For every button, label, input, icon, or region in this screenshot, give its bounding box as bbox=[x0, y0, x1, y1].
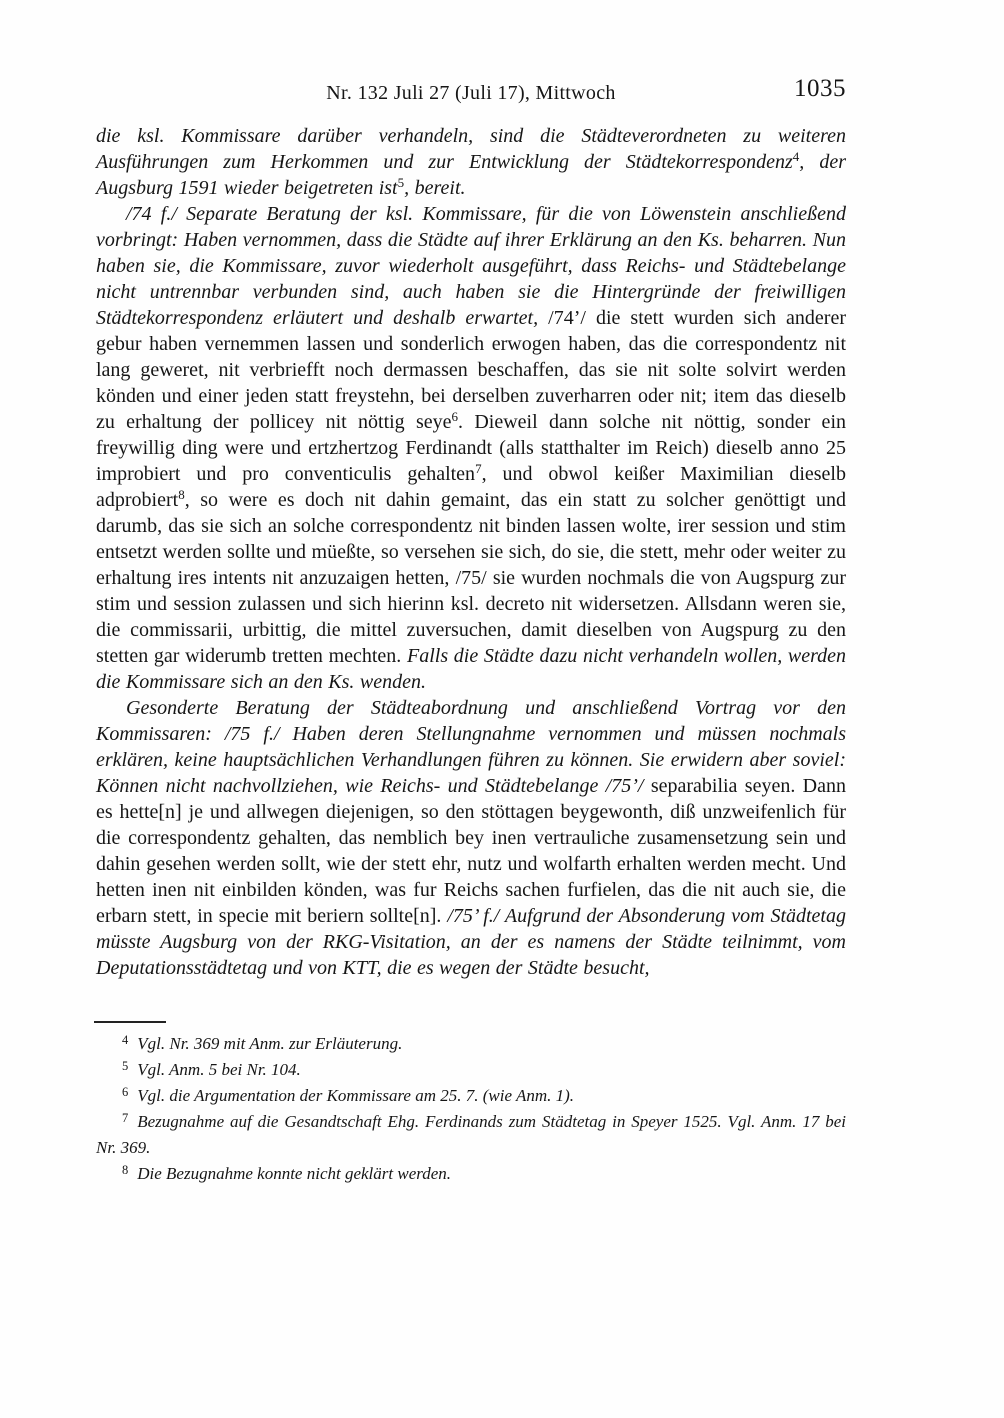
text-run-italic: , der Augsburg 1591 wieder beigetreten ist bbox=[96, 151, 846, 199]
text-run-italic: Gesonderte Beratung der Städteabordnung und anschließend Vortrag vor den Kommissaren: /75 f./ Haben deren Stellungnahme vernommen und müssen nochmals erklären, keine hauptsächlichen Verhandlungen führen zu können. Sie erwidern aber soviel: Können nicht nachvollziehen, wie Reichs- und Städtebelange /75’/ bbox=[96, 697, 846, 797]
text-run-roman: , so were es doch nit dahin gemaint, das ein statt zu solcher genöttigt und darumb, das sie sich an solche correspondentz nit binden lassen wolte, irer session und stim entsetzt werden sollte und müeßte, so versehen sie sich, do sie, die stett, mehr oder weiter zu erhaltung ires intents nit anzuzaigen hetten, /75/ sie wurden nochmals die von Augspurg zur stim und session zulassen und sich hierinn ksl. decreto nit widersetzen. Allsdann weren sie, die commissarii, urbittig, die mittel zuversuchen, damit dieselben von Augspurg zu den stetten gar widerumb tretten mechten. bbox=[96, 489, 846, 667]
footnote-number: 5 bbox=[122, 1059, 129, 1073]
footnote-number: 4 bbox=[122, 1033, 129, 1047]
footnote-number: 8 bbox=[122, 1163, 129, 1177]
text-run-italic: die ksl. Kommissare darüber verhandeln, sind die Städteverordneten zu weiteren Ausführungen zum Herkommen und zur Entwicklung der Städtekorrespondenz bbox=[96, 125, 846, 173]
footnote-separator-rule bbox=[94, 1021, 166, 1023]
text-run-italic: /74 f./ Separate Beratung der ksl. Kommissare, für die von Löwenstein anschließend vorbringt: Haben vernommen, dass die Städte auf ihrer Erklärung an den Ks. beharren. Nun haben sie, die Kommissare, zuvor wiederholt ausgeführt, dass Reichs- und Städtebelange nicht untrennbar verbunden sind, auch haben sie die Hintergründe der freiwilligen Städtekorrespondenz erläutert und deshalb erwartet, bbox=[96, 203, 846, 329]
footnote-5 bbox=[96, 1057, 846, 1083]
footnote-reference: 8 bbox=[178, 487, 185, 502]
paragraph bbox=[96, 695, 846, 981]
footnote-4 bbox=[96, 1031, 846, 1057]
footnote-text: Vgl. die Argumentation der Kommissare am 25. 7. (wie Anm. 1). bbox=[137, 1086, 575, 1105]
text-run-roman: separabilia seyen. Dann es hette[n] je und allwegen diejenigen, so den stöttagen beygewonth, diß unzweifenlich für die correspondentz gehalten, das nemblich bey inen vertrauliche zusamensetzung sein und dahin gesehen werden sollt, wie der stett ehr, nutz und wolfarth erhalten werden mecht. Und hetten inen nit einbilden könden, was fur Reichs sachen furfielen, das die nit auch sie, die erbarn stett, in specie mit beriern sollte[n]. bbox=[96, 775, 846, 927]
running-head-title: Nr. 132 Juli 27 (Juli 17), Mittwoch bbox=[326, 82, 616, 104]
footnote-text: Die Bezugnahme konnte nicht geklärt werden. bbox=[137, 1164, 452, 1183]
footnote-text: Vgl. Anm. 5 bei Nr. 104. bbox=[137, 1060, 301, 1079]
footnote-reference: 5 bbox=[397, 175, 405, 190]
text-run-roman: . Dieweil dann solche nit nöttig, sonder ein freywillig ding were und ertzhertzog Ferdinandt (alls statthalter im Reich) dieselb anno 25 improbiert und pro conventiculis gehalten bbox=[96, 411, 846, 485]
paragraph bbox=[96, 123, 846, 201]
body-text bbox=[96, 123, 846, 981]
footnote-reference: 4 bbox=[792, 149, 800, 164]
paragraph bbox=[96, 201, 846, 695]
text-run-italic: Falls die Städte dazu nicht verhandeln wollen, werden die Kommissare sich an den Ks. wenden. bbox=[96, 645, 846, 693]
footnote-area bbox=[96, 1021, 846, 1187]
footnotes-list bbox=[96, 1031, 846, 1187]
running-head bbox=[96, 75, 846, 106]
footnote-8 bbox=[96, 1161, 846, 1187]
text-run-roman: , und obwol keißer Maximilian dieselb adprobiert bbox=[96, 463, 846, 511]
footnote-text: Bezugnahme auf die Gesandtschaft Ehg. Ferdinands zum Städtetag in Speyer 1525. Vgl. Anm. 17 bei Nr. 369. bbox=[96, 1112, 846, 1157]
footnote-reference: 6 bbox=[451, 409, 459, 424]
text-run-roman: /74’/ die stett wurden sich anderer gebur haben vernemmen lassen und sonderlich erwogen haben, das die correspondentz nit lang geweret, nit verbriefft noch dermassen beschaffen, das sie nit solte solvirt werden könden und einer jeden statt freystehn, bei derselben zuverharren oder nit; item das dieselb zu erhaltung der pollicey nit nöttig seye bbox=[96, 307, 846, 433]
footnote-number: 6 bbox=[122, 1085, 129, 1099]
text-run-italic: /75’ f./ Aufgrund der Absonderung vom Städtetag müsste Augsburg von der RKG-Visitation, an der es namens der Städte teilnimmt, vom Deputationsstädtetag und von KTT, die es wegen der Städte besucht, bbox=[96, 905, 846, 979]
footnote-reference: 7 bbox=[475, 461, 482, 476]
footnote-number: 7 bbox=[122, 1111, 129, 1125]
text-run-italic: , bereit. bbox=[404, 177, 466, 199]
footnote-6 bbox=[96, 1083, 846, 1109]
page-number: 1035 bbox=[794, 75, 846, 102]
footnote-7 bbox=[96, 1109, 846, 1161]
footnote-text: Vgl. Nr. 369 mit Anm. zur Erläuterung. bbox=[137, 1034, 403, 1053]
